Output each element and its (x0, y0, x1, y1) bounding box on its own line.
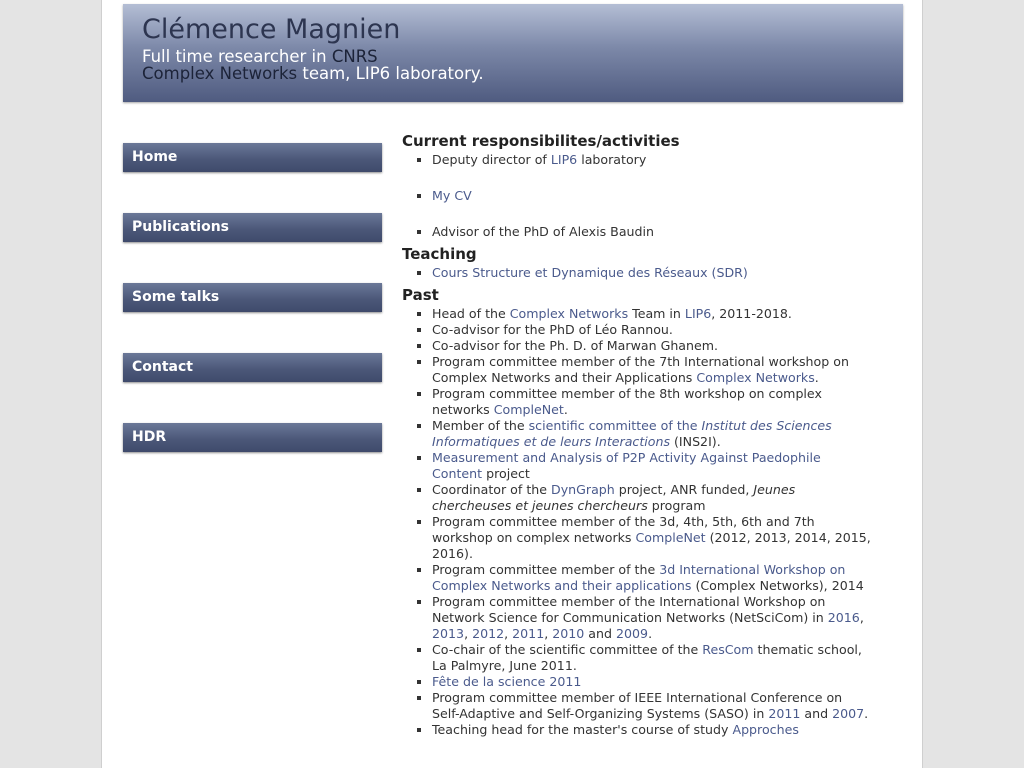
list-item: ▪ Deputy director of LIP6 laboratory (432, 152, 872, 168)
nav-talks[interactable]: Some talks (123, 283, 382, 312)
lip6-link[interactable]: LIP6 (684, 306, 712, 321)
complenet-link[interactable]: CompleNet (493, 402, 564, 417)
header-subtitle-position: Full time researcher in CNRS (142, 47, 378, 66)
section-title-teaching: Teaching (402, 245, 477, 263)
nav-hdr[interactable]: HDR (123, 423, 382, 452)
rescom-link[interactable]: ResCom (702, 642, 754, 657)
saso-2011-link[interactable]: 2011 (768, 706, 801, 721)
list-item (432, 265, 872, 281)
list-item: ▪ Coordinator of the DynGraph project, ANR funded, Jeunes chercheuses et jeunes chercheurs program (432, 482, 872, 514)
netscicom-2009-link[interactable]: 2009 (616, 626, 649, 641)
complex-networks-link[interactable]: Complex Networks (509, 306, 629, 321)
complex-networks-link[interactable]: Complex Networks (696, 370, 815, 385)
list-item: ▪ Program committee member of the 7th International workshop on Complex Networks and their Applications Complex Networks. (432, 354, 872, 386)
page-container (101, 0, 923, 768)
list-item: ▪ Program committee member of the 8th workshop on complex networks CompleNet. (432, 386, 872, 418)
teaching-list (402, 265, 872, 281)
main-content (402, 130, 872, 738)
netscicom-2010-link[interactable]: 2010 (552, 626, 585, 641)
list-item: ▪ Co-advisor for the PhD of Léo Rannou. (432, 322, 872, 338)
header-subtitle-team: Complex Networks team, LIP6 laboratory. (142, 64, 484, 83)
nav-contact[interactable]: Contact (123, 353, 382, 382)
saso-2007-link[interactable]: 2007 (832, 706, 865, 721)
nav-home[interactable]: Home (123, 143, 382, 172)
list-item: ▪ Advisor of the PhD of Alexis Baudin (432, 224, 872, 240)
complex-networks-team-link[interactable]: Complex Networks (142, 64, 298, 83)
list-item: ▪ Member of the scientific committee of the Institut des Sciences Informatiques et de leurs Interactions (INS2I). (432, 418, 872, 450)
list-item: ▪ Measurement and Analysis of P2P Activity Against Paedophile Content project (432, 450, 872, 482)
section-title-past: Past (402, 286, 439, 304)
list-item: ▪ Head of the Complex Networks Team in LIP6, 2011-2018. (432, 306, 872, 322)
netscicom-2016-link[interactable]: 2016 (827, 610, 860, 625)
list-item (432, 674, 872, 690)
p2p-project-link[interactable]: Measurement and Analysis of P2P Activity Against Paedophile Content (432, 450, 821, 481)
lip6-link[interactable]: LIP6 (550, 152, 578, 167)
cnrs-link[interactable]: CNRS (331, 47, 378, 66)
netscicom-2012-link[interactable]: 2012 (472, 626, 505, 641)
netscicom-2013-link[interactable]: 2013 (432, 626, 465, 641)
dyngraph-link[interactable]: DynGraph (551, 482, 615, 497)
cv-link[interactable]: My CV (432, 188, 472, 203)
list-item: ▪ Program committee member of IEEE International Conference on Self-Adaptive and Self-Organizing Systems (SASO) in 2011 and 2007. (432, 690, 872, 722)
site-title: Clémence Magnien (142, 14, 401, 45)
complenet-link[interactable]: CompleNet (635, 530, 706, 545)
complex-networks-workshop-link[interactable]: 3d International Workshop on Complex Networks and their applications (432, 562, 846, 593)
nav-publications[interactable]: Publications (123, 213, 382, 242)
current-list (402, 152, 872, 240)
section-title-current: Current responsibilites/activities (402, 132, 680, 150)
list-item: ▪ Program committee member of the 3d, 4th, 5th, 6th and 7th workshop on complex networks CompleNet (2012, 2013, 2014, 2015, 2016). (432, 514, 872, 562)
ins2i-committee-link[interactable]: scientific committee of the Institut des Sciences Informatiques et de leurs Interactions (432, 418, 832, 449)
past-list (402, 306, 872, 738)
list-item: ▪ Co-chair of the scientific committee of the ResCom thematic school, La Palmyre, June 2011. (432, 642, 872, 674)
fete-science-link[interactable]: Fête de la science 2011 (432, 674, 582, 689)
list-item: ▪ Co-advisor for the Ph. D. of Marwan Ghanem. (432, 338, 872, 354)
list-item: ▪ Teaching head for the master's course of study Approches (432, 722, 872, 738)
sdr-course-link[interactable]: Cours Structure et Dynamique des Réseaux (SDR) (432, 265, 748, 280)
list-item: ▪ Program committee member of the 3d International Workshop on Complex Networks and their applications (Complex Networks), 2014 (432, 562, 872, 594)
list-item (432, 188, 872, 204)
approches-link[interactable]: Approches (732, 722, 799, 737)
site-header (123, 4, 903, 102)
list-item: ▪ Program committee member of the International Workshop on Network Science for Communication Networks (NetSciCom) in 2016, 2013, 2012, 2011, 2010 and 2009. (432, 594, 872, 642)
netscicom-2011-link[interactable]: 2011 (512, 626, 545, 641)
